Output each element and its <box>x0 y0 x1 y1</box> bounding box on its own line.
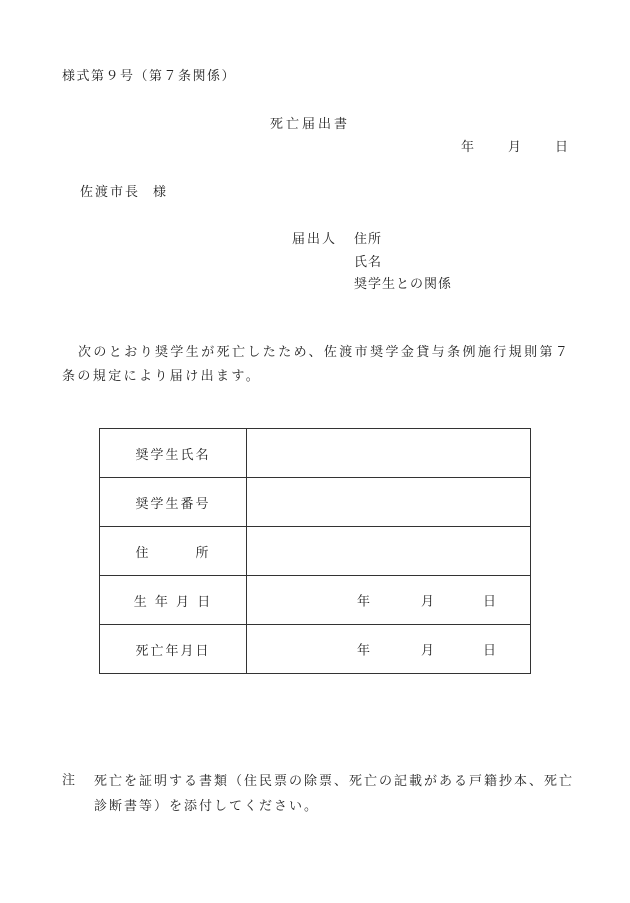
value-birth-date[interactable] <box>247 576 531 625</box>
value-scholar-address[interactable] <box>247 527 531 576</box>
addressee <box>80 181 168 200</box>
addressee-name: 佐渡市長 <box>80 185 141 200</box>
document-title: 死亡届出書 <box>270 117 351 132</box>
applicant-relation-label: 奨学生との関係 <box>354 277 453 292</box>
label-scholar-number: 奨学生番号 <box>100 478 247 527</box>
applicant-name-label: 氏名 <box>354 255 383 270</box>
death-month-label: 月 <box>421 643 435 659</box>
table-row <box>100 625 531 674</box>
label-scholar-name: 奨学生氏名 <box>100 429 247 478</box>
body-text: 次のとおり奨学生が死亡したため、佐渡市奨学金貸与条例施行規則第７条の規定により届け出ます。 <box>62 345 571 384</box>
table-row <box>100 576 531 625</box>
scholar-info-table <box>99 428 531 674</box>
applicant-label: 届出人 <box>292 232 338 247</box>
birth-year-label: 年 <box>357 594 371 610</box>
date-month-label: 月 <box>508 140 522 155</box>
note-marker: 注 <box>62 773 76 788</box>
label-birth-date: 生 年 月 日 <box>100 576 247 625</box>
value-death-date[interactable] <box>247 625 531 674</box>
death-year-label: 年 <box>357 643 371 659</box>
table-row <box>100 527 531 576</box>
value-scholar-number[interactable] <box>247 478 531 527</box>
date-year-label: 年 <box>461 140 475 155</box>
addressee-honorific: 様 <box>153 185 169 200</box>
table-row <box>100 429 531 478</box>
birth-month-label: 月 <box>421 594 435 610</box>
applicant-address-label: 住所 <box>354 232 383 247</box>
table-row <box>100 478 531 527</box>
note-text: 死亡を証明する書類（住民票の除票、死亡の記載がある戸籍抄本、死亡診断書等）を添付してください。 <box>94 774 575 814</box>
value-scholar-name[interactable] <box>247 429 531 478</box>
birth-day-label: 日 <box>483 594 497 610</box>
label-death-date: 死亡年月日 <box>100 625 247 674</box>
date-day-label: 日 <box>555 140 569 155</box>
label-scholar-address: 住 所 <box>100 527 247 576</box>
death-day-label: 日 <box>483 643 497 659</box>
form-number: 様式第９号（第７条関係） <box>62 69 237 84</box>
